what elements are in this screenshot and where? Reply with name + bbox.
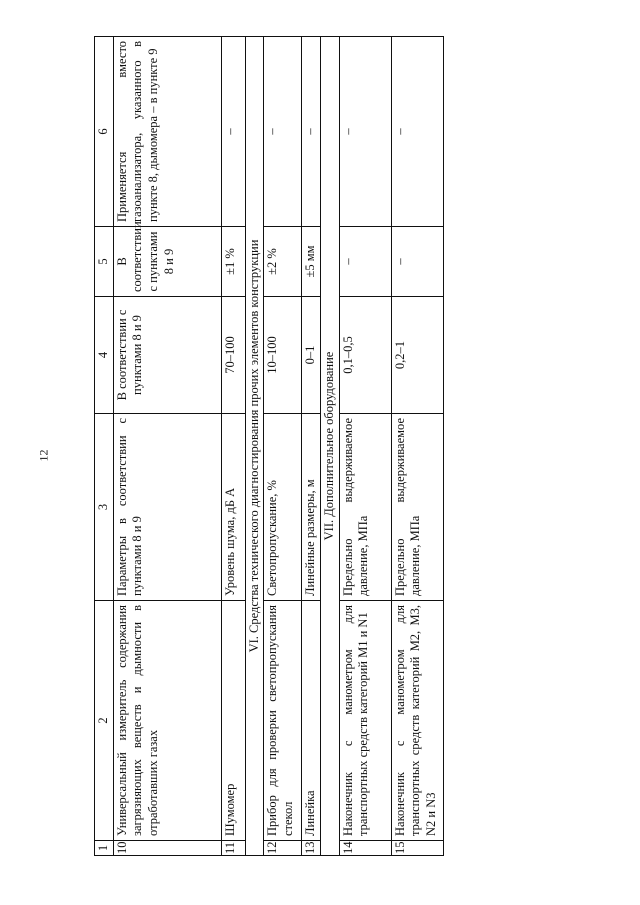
row-number: 12 [264, 841, 302, 856]
range: 0,2–1 [391, 297, 443, 414]
device-name: Шумомер [221, 601, 245, 841]
row-number: 10 [113, 841, 221, 856]
accuracy: ±1 % [221, 227, 245, 297]
section-title: VII. Дополнительное оборудование [320, 37, 339, 856]
table-row [113, 37, 221, 856]
equipment-table [94, 36, 444, 856]
table-header-row [95, 37, 114, 856]
section-title: VI. Средства технического диагностирования прочих элементов конструкции [245, 37, 264, 856]
col-header: 1 [95, 841, 114, 856]
device-name: Наконечник с манометром для транспортных средств категорий М2, М3, N2 и N3 [391, 601, 443, 841]
col-header: 4 [95, 297, 114, 414]
note: Применяется вместо газоанализатора, указанного в пункте 8, дымомера – в пункте 9 [113, 37, 221, 227]
range: 70–100 [221, 297, 245, 414]
note: – [264, 37, 302, 227]
table-row [221, 37, 245, 856]
note: – [221, 37, 245, 227]
range: 0–1 [302, 297, 321, 414]
parameter: Светопропускание, % [264, 414, 302, 601]
parameter: Линейные размеры, м [302, 414, 321, 601]
table-row [339, 37, 391, 856]
accuracy: – [339, 227, 391, 297]
parameter: Предельно выдерживаемое давление, МПа [339, 414, 391, 601]
parameter: Предельно выдерживаемое давление, МПа [391, 414, 443, 601]
section-header-row [245, 37, 264, 856]
row-number: 11 [221, 841, 245, 856]
row-number: 14 [339, 841, 391, 856]
accuracy: – [391, 227, 443, 297]
range: 0,1–0,5 [339, 297, 391, 414]
table-row [264, 37, 302, 856]
page-number: 12 [36, 449, 51, 462]
device-name: Прибор для проверки светопропускания стекол [264, 601, 302, 841]
range: В соответствии с пунктами 8 и 9 [113, 297, 221, 414]
section-header-row [320, 37, 339, 856]
col-header: 5 [95, 227, 114, 297]
table-row [391, 37, 443, 856]
col-header: 2 [95, 601, 114, 841]
table-row [302, 37, 321, 856]
device-name: Наконечник с манометром для транспортных средств категорий М1 и N1 [339, 601, 391, 841]
row-number: 15 [391, 841, 443, 856]
col-header: 6 [95, 37, 114, 227]
range: 10–100 [264, 297, 302, 414]
note: – [391, 37, 443, 227]
device-name: Линейка [302, 601, 321, 841]
accuracy: ±5 мм [302, 227, 321, 297]
parameter: Параметры в соответствии с пунктами 8 и 9 [113, 414, 221, 601]
parameter: Уровень шума, дБ А [221, 414, 245, 601]
device-name: Универсальный измеритель содержания загрязняющих веществ и дымности в отработавших газах [113, 601, 221, 841]
note: – [302, 37, 321, 227]
row-number: 13 [302, 841, 321, 856]
accuracy: В соответствии с пунктами 8 и 9 [113, 227, 221, 297]
table-container [94, 37, 438, 856]
rotated-table [94, 37, 438, 856]
col-header: 3 [95, 414, 114, 601]
accuracy: ±2 % [264, 227, 302, 297]
note: – [339, 37, 391, 227]
